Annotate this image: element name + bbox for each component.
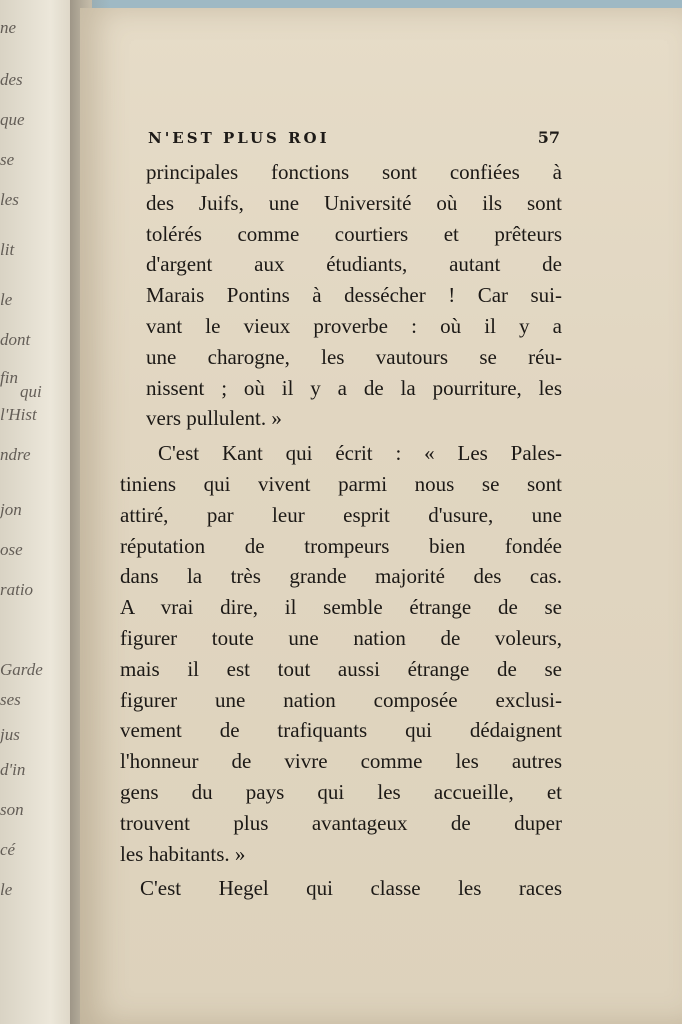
left-page-fragment: les	[0, 190, 19, 209]
page-number: 57	[537, 128, 560, 147]
left-page-fragment: que	[0, 110, 25, 129]
text-line: dans la très grande majorité des cas.	[120, 564, 562, 589]
page-header	[148, 128, 560, 147]
left-page-fragment: fin	[0, 368, 18, 387]
left-page-fragment: ses	[0, 690, 21, 709]
text-line: mais il est tout aussi étrange de se	[120, 656, 562, 681]
text-line: figurer toute une nation de voleurs,	[120, 625, 562, 650]
left-page-fragment: ratio	[0, 580, 34, 599]
left-page-fragment: jus	[0, 725, 20, 744]
text-line: Marais Pontins à dessécher ! Car sui-	[146, 283, 562, 308]
left-page-fragment: le	[0, 290, 13, 309]
text-line: réputation de trompeurs bien fondée	[120, 533, 562, 558]
paragraph	[120, 873, 562, 904]
left-page-fragment: se	[0, 150, 15, 169]
left-page-fragment: lit	[0, 240, 15, 259]
text-line: principales fonctions sont confiées à	[146, 160, 562, 184]
paragraph	[120, 438, 562, 869]
left-page-fragment: dont	[0, 330, 31, 349]
text-line: l'honneur de vivre comme les autres	[120, 749, 562, 774]
text-line: d'argent aux étudiants, autant de	[146, 252, 562, 277]
text-line: trouvent plus avantageux de duper	[120, 810, 562, 835]
left-page-fragment: des	[0, 70, 23, 89]
left-page-fragment: qui	[20, 382, 42, 401]
left-page-fragment: l'Hist	[0, 405, 37, 424]
left-page-fragment: ndre	[0, 445, 31, 464]
left-page-fragment: ose	[0, 540, 23, 559]
left-page-fragment: ne	[0, 18, 17, 37]
text-line: C'est Hegel qui classe les races	[140, 876, 562, 901]
left-page-fragment: jon	[0, 500, 22, 519]
text-line: A vrai dire, il semble étrange de se	[120, 595, 562, 620]
left-page-fragment: son	[0, 800, 24, 819]
left-page-fragment: d'in	[0, 760, 26, 779]
text-line: les habitants. »	[120, 841, 246, 866]
text-line: vers pullulent. »	[146, 406, 282, 431]
text-line: nissent ; où il y a de la pourriture, les	[146, 375, 562, 400]
text-line: attiré, par leur esprit d'usure, une	[120, 502, 562, 527]
running-head: N'EST PLUS ROI	[148, 129, 330, 147]
text-line: des Juifs, une Université où ils sont	[146, 190, 562, 215]
text-line: C'est Kant qui écrit : « Les Pales-	[158, 441, 562, 466]
paragraph	[120, 157, 562, 434]
text-line: tiniens qui vivent parmi nous se sont	[120, 471, 562, 496]
text-line: une charogne, les vautours se réu-	[146, 344, 562, 369]
text-line: vant le vieux proverbe : où il y a	[146, 313, 562, 338]
left-page-fragment: Garde	[0, 660, 43, 679]
left-page-fragment: le	[0, 880, 13, 899]
text-line: tolérés comme courtiers et prêteurs	[146, 221, 562, 246]
left-page-fragment: cé	[0, 840, 16, 859]
text-line: vement de trafiquants qui dédaignent	[120, 718, 562, 743]
page-body	[120, 157, 562, 904]
text-line: gens du pays qui les accueille, et	[120, 779, 562, 804]
text-line: figurer une nation composée exclusi-	[120, 687, 562, 712]
